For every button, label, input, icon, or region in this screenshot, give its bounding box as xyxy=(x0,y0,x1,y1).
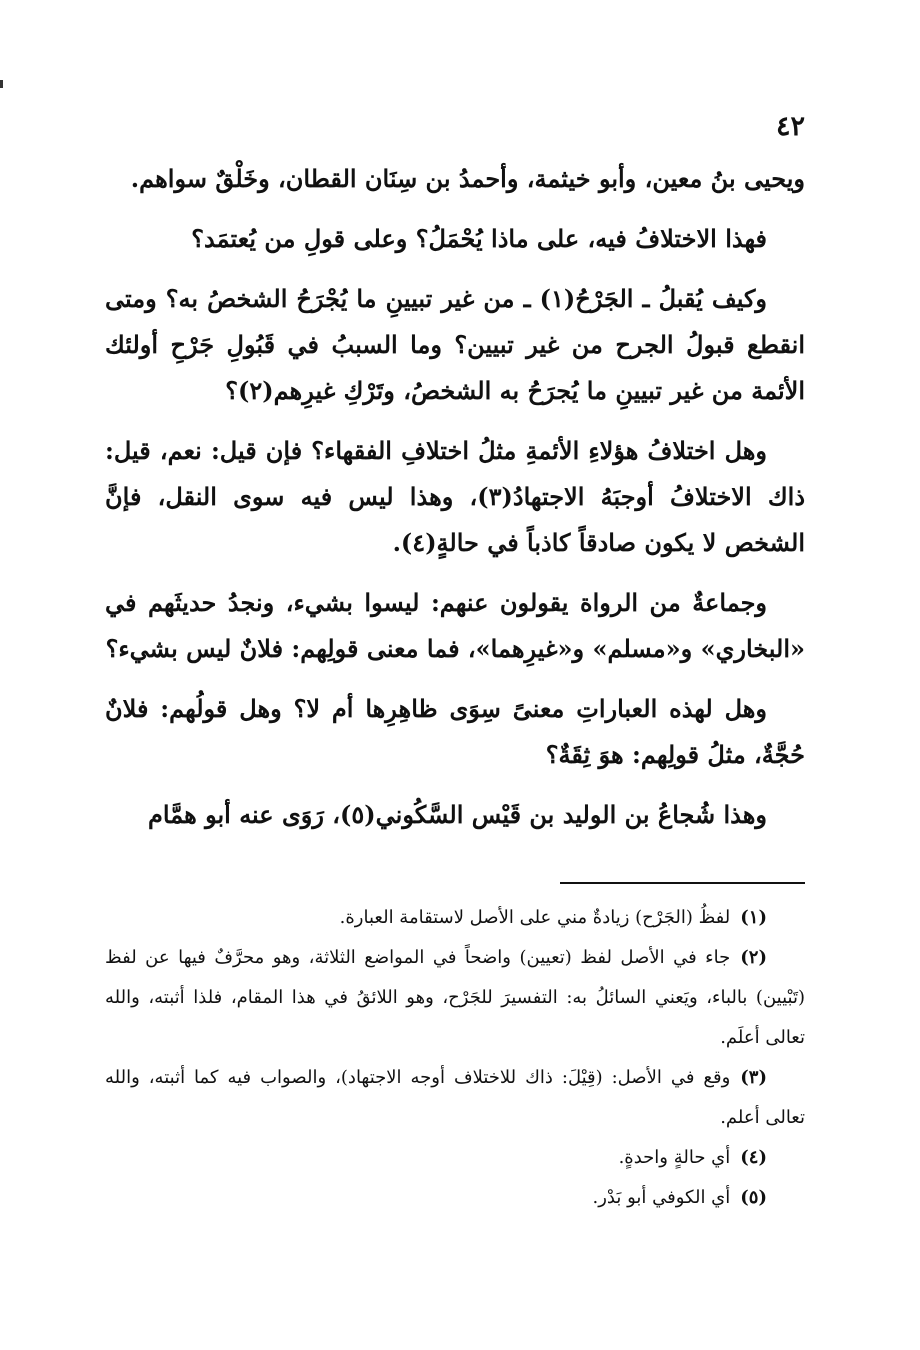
footnote-number: (٣) xyxy=(740,1067,767,1088)
footnote-text: لفظُ (الجَرْح) زيادةٌ مني على الأصل لاستقامة العبارة. xyxy=(339,907,731,928)
footnote-text: جاء في الأصل لفظ (تعيين) واضحاً في المواضع الثلاثة، وهو محرَّفٌ فيها عن لفظ (تَبْيين) بالباء، ويَعني السائلُ به: التفسيرَ للجَرْح، وهو اللائقُ في هذا المقام، فلذا أثبته، والله تعالى أعلَم. xyxy=(105,947,805,1048)
footnote-1 xyxy=(105,898,805,938)
footnote-5 xyxy=(105,1178,805,1218)
scan-edge-mark xyxy=(0,80,3,88)
paragraph-4: وهل اختلافُ هؤلاءِ الأئمةِ مثلُ اختلافِ الفقهاء؟ فإن قيل: نعم، قيل: ذاك الاختلافُ أوجبَهُ الاجتهادُ(٣)، وهذا ليس فيه سوى النقل، فإنَّ الشخص لا يكون صادقاً كاذباً في حالةٍ(٤). xyxy=(105,436,806,557)
paragraph-1: ويحيى بنُ معين، وأبو خيثمة، وأحمدُ بن سِنَان القطان، وخَلْقٌ سواهم. xyxy=(130,164,805,193)
footnote-4 xyxy=(105,1138,805,1178)
book-page xyxy=(105,110,805,1218)
footnote-text: أي الكوفي أبو بَدْر. xyxy=(592,1187,731,1208)
footnote-2 xyxy=(105,938,805,1058)
paragraph-6: وهل لهذه العباراتِ معنىً سِوَى ظاهِرِها أم لا؟ وهل قولُهم: فلانٌ حُجَّةٌ، مثلُ قولِهم: هوَ ثِقَةٌ؟ xyxy=(105,694,805,769)
footnote-3 xyxy=(105,1058,805,1138)
paragraph-7: وهذا شُجاعُ بن الوليد بن قَيْس السَّكُوني(٥)، رَوَى عنه أبو همَّام xyxy=(148,800,767,829)
footnote-number: (٢) xyxy=(740,947,767,968)
footnote-text: وقع في الأصل: (قِيْلَ: ذاك للاختلاف أوجه الاجتهاد)، والصواب فيه كما أثبته، والله تعالى أعلم. xyxy=(105,1067,805,1128)
footnote-number: (٥) xyxy=(740,1187,767,1208)
paragraph-2: فهذا الاختلافُ فيه، على ماذا يُحْمَلُ؟ وعلى قولِ من يُعتمَد؟ xyxy=(191,224,767,253)
page-number: ٤٢ xyxy=(775,111,805,142)
footnote-divider xyxy=(560,882,805,884)
paragraph-5: وجماعةٌ من الرواة يقولون عنهم: ليسوا بشيء، ونجدُ حديثَهم في «البخاري» و«مسلم» و«غيرِهما»، فما معنى قولِهم: فلانٌ ليس بشيء؟ xyxy=(105,588,805,663)
footnote-text: أي حالةٍ واحدةٍ. xyxy=(618,1147,731,1168)
footnote-number: (١) xyxy=(740,907,767,928)
paragraph-3: وكيف يُقبلُ ـ الجَرْحُ(١) ـ من غير تبيينِ ما يُجْرَحُ الشخصُ به؟ ومتى انقطع قبولُ الجرح من غير تبيين؟ وما السببُ في قَبُولِ جَرْحِ أولئك الأئمة من غير تبيينِ ما يُجرَحُ به الشخصُ، وتَرْكِ غيرِهم(٢)؟ xyxy=(105,284,805,405)
footnote-number: (٤) xyxy=(740,1147,767,1168)
